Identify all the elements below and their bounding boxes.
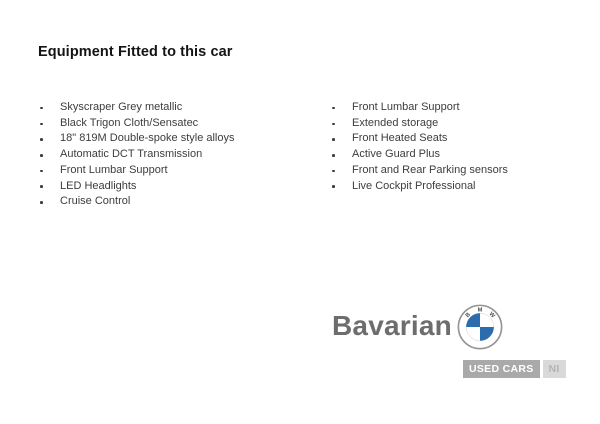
badge-row: [463, 360, 566, 378]
equipment-item: Automatic DCT Transmission: [38, 147, 308, 163]
equipment-item: Cruise Control: [38, 194, 308, 210]
equipment-item: Front Lumbar Support: [330, 100, 600, 116]
equipment-item: Front and Rear Parking sensors: [330, 163, 600, 179]
equipment-item: Extended storage: [330, 116, 600, 132]
equipment-item: Front Lumbar Support: [38, 163, 308, 179]
equipment-item: Live Cockpit Professional: [330, 179, 600, 195]
equipment-item: Skyscraper Grey metallic: [38, 100, 308, 116]
equipment-item: 18" 819M Double-spoke style alloys: [38, 131, 308, 147]
equipment-item: LED Headlights: [38, 179, 308, 195]
bmw-roundel-icon: [457, 304, 503, 350]
equipment-item: Black Trigon Cloth/Sensatec: [38, 116, 308, 132]
dealer-name: Bavarian: [332, 310, 452, 341]
roundel-letter-b: B: [464, 311, 472, 319]
roundel-letter-w: W: [487, 311, 496, 320]
equipment-item: Front Heated Seats: [330, 131, 600, 147]
equipment-item: Active Guard Plus: [330, 147, 600, 163]
equipment-list-left: [38, 100, 308, 210]
roundel-letter-m: M: [477, 307, 483, 314]
equipment-list-right: [330, 100, 600, 194]
used-cars-badge: USED CARS: [463, 360, 540, 378]
ni-badge: NI: [543, 360, 566, 378]
page-title: Equipment Fitted to this car: [38, 43, 233, 60]
